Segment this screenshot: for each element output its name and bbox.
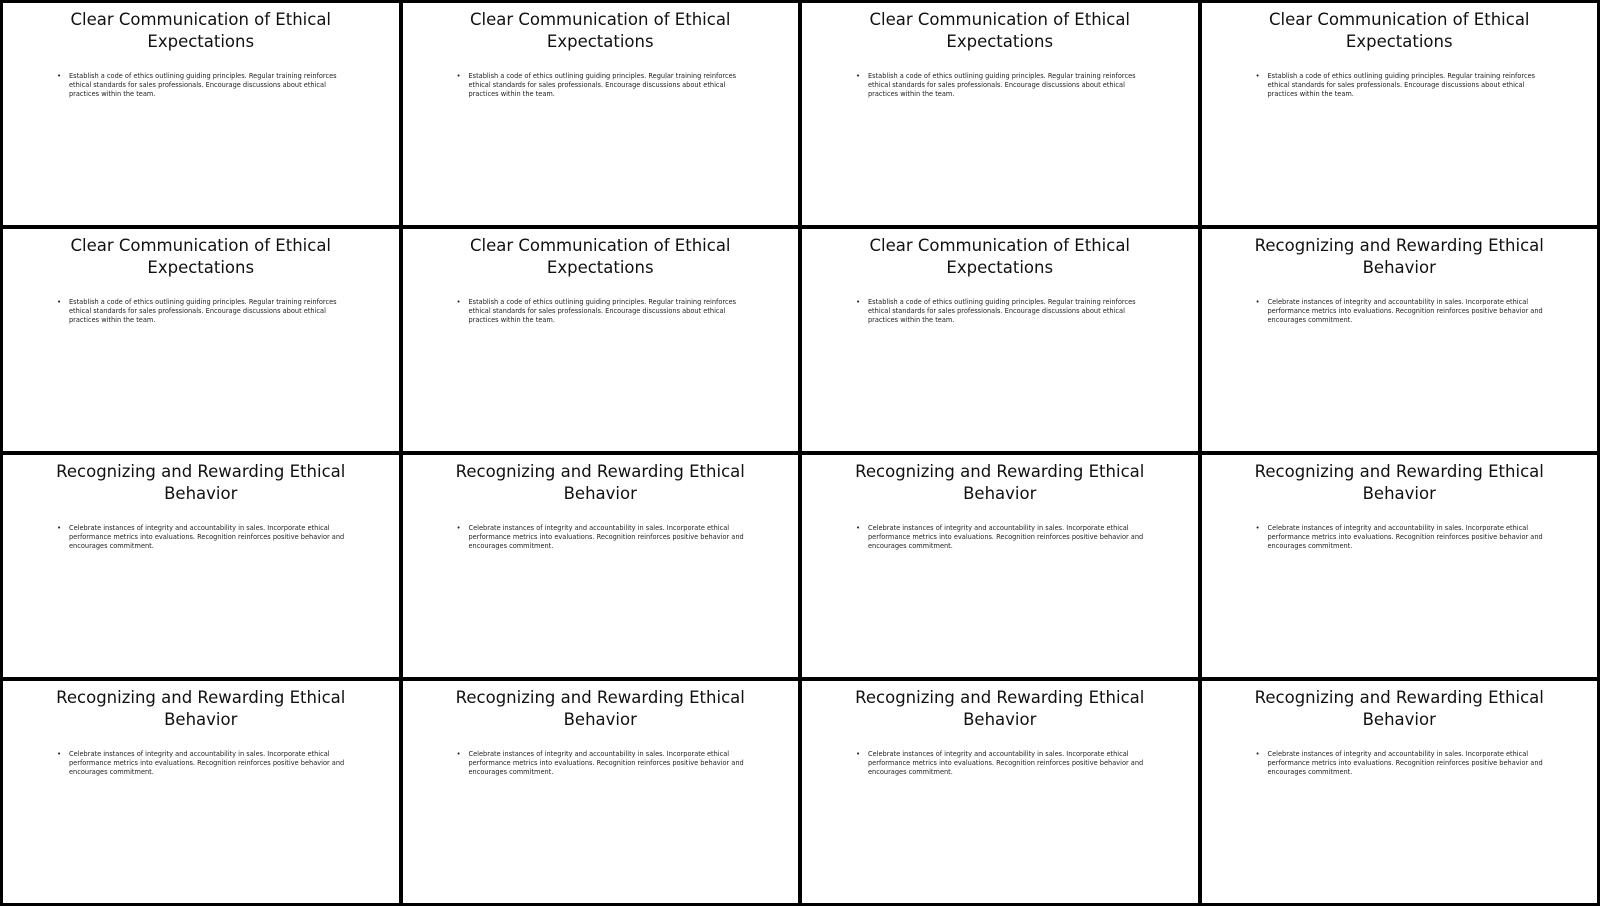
slide-title: Recognizing and Rewarding Ethical Behavior <box>455 688 745 729</box>
slide-title: Recognizing and Rewarding Ethical Behavior <box>56 462 346 503</box>
slide-bullet-text: Celebrate instances of integrity and accountability in sales. Incorporate ethical performance metrics into evaluations. Recognition reinforces positive behavior and encourages commitment. <box>868 750 1144 776</box>
slide-bullet-text: Celebrate instances of integrity and accountability in sales. Incorporate ethical performance metrics into evaluations. Recognition reinforces positive behavior and encourages commitment. <box>868 524 1144 550</box>
bullet-icon: • <box>456 72 461 80</box>
slide-bullet <box>57 524 353 551</box>
slide-title: Clear Communication of Ethical Expectations <box>469 10 731 51</box>
slide-bullet <box>856 750 1152 777</box>
slide-thumbnail[interactable] <box>403 455 799 677</box>
slide-bullet-list <box>456 298 753 325</box>
slide-bullet-text: Establish a code of ethics outlining guiding principles. Regular training reinforces ethical standards for sales professionals. Encourage discussions about ethical practices within the team. <box>69 298 337 324</box>
slide-thumbnail[interactable] <box>403 681 799 903</box>
bullet-icon: • <box>57 524 62 532</box>
slide-title: Recognizing and Rewarding Ethical Behavior <box>1254 236 1544 277</box>
slide-bullet-text: Establish a code of ethics outlining guiding principles. Regular training reinforces ethical standards for sales professionals. Encourage discussions about ethical practices within the team. <box>468 298 737 324</box>
slide-bullet-list <box>456 750 753 777</box>
bullet-icon: • <box>856 750 861 758</box>
slide-bullet-list <box>1255 750 1552 777</box>
slide-bullet-text: Celebrate instances of integrity and accountability in sales. Incorporate ethical performance metrics into evaluations. Recognition reinforces positive behavior and encourages commitment. <box>69 524 345 550</box>
bullet-icon: • <box>456 524 461 532</box>
slide-title: Recognizing and Rewarding Ethical Behavior <box>56 688 346 729</box>
slide-bullet-list <box>456 524 753 551</box>
slide-bullet-list <box>1255 524 1552 551</box>
slide-bullet <box>1255 298 1552 325</box>
slide-thumbnail[interactable] <box>1202 681 1598 903</box>
slide-thumbnail[interactable] <box>1202 229 1598 451</box>
slide-bullet-list <box>856 750 1152 777</box>
slide-title: Recognizing and Rewarding Ethical Behavior <box>855 462 1145 503</box>
slide-bullet-list <box>57 750 353 777</box>
slide-bullet-text: Celebrate instances of integrity and accountability in sales. Incorporate ethical performance metrics into evaluations. Recognition reinforces positive behavior and encourages commitment. <box>1267 524 1543 550</box>
slide-thumbnail[interactable] <box>1202 3 1598 225</box>
slide-bullet-list <box>856 298 1152 325</box>
slide-title: Recognizing and Rewarding Ethical Behavior <box>1254 462 1544 503</box>
slide-thumbnail[interactable] <box>403 229 799 451</box>
slide-thumbnail[interactable] <box>802 455 1198 677</box>
slide-bullet-text: Establish a code of ethics outlining guiding principles. Regular training reinforces ethical standards for sales professionals. Encourage discussions about ethical practices within the team. <box>868 72 1136 98</box>
slide-bullet-list <box>57 72 353 99</box>
slide-bullet <box>1255 750 1552 777</box>
bullet-icon: • <box>856 298 861 306</box>
slide-bullet <box>456 524 753 551</box>
slide-bullet <box>456 72 753 99</box>
bullet-icon: • <box>1255 298 1260 306</box>
slide-bullet-text: Establish a code of ethics outlining guiding principles. Regular training reinforces ethical standards for sales professionals. Encourage discussions about ethical practices within the team. <box>468 72 737 98</box>
slide-title: Recognizing and Rewarding Ethical Behavior <box>1254 688 1544 729</box>
slide-thumbnail[interactable] <box>403 3 799 225</box>
slide-title: Recognizing and Rewarding Ethical Behavior <box>855 688 1145 729</box>
bullet-icon: • <box>456 750 461 758</box>
slide-bullet-text: Establish a code of ethics outlining guiding principles. Regular training reinforces ethical standards for sales professionals. Encourage discussions about ethical practices within the team. <box>868 298 1136 324</box>
slide-bullet <box>57 298 353 325</box>
slide-bullet-text: Celebrate instances of integrity and accountability in sales. Incorporate ethical performance metrics into evaluations. Recognition reinforces positive behavior and encourages commitment. <box>468 524 744 550</box>
slide-bullet <box>456 298 753 325</box>
slide-thumbnail[interactable] <box>802 3 1198 225</box>
slide-bullet-text: Establish a code of ethics outlining guiding principles. Regular training reinforces ethical standards for sales professionals. Encourage discussions about ethical practices within the team. <box>1267 72 1536 98</box>
slide-bullet <box>856 72 1152 99</box>
slide-bullet-list <box>1255 298 1552 325</box>
slide-thumbnail[interactable] <box>3 229 399 451</box>
bullet-icon: • <box>57 750 62 758</box>
bullet-icon: • <box>856 72 861 80</box>
bullet-icon: • <box>1255 524 1260 532</box>
bullet-icon: • <box>57 298 62 306</box>
bullet-icon: • <box>1255 72 1260 80</box>
slide-bullet-list <box>57 524 353 551</box>
slide-title: Clear Communication of Ethical Expectations <box>70 236 332 277</box>
slide-bullet-list <box>456 72 753 99</box>
slide-title: Recognizing and Rewarding Ethical Behavior <box>455 462 745 503</box>
slide-bullet-text: Celebrate instances of integrity and accountability in sales. Incorporate ethical performance metrics into evaluations. Recognition reinforces positive behavior and encourages commitment. <box>1267 750 1543 776</box>
slide-bullet <box>856 524 1152 551</box>
bullet-icon: • <box>456 298 461 306</box>
slide-thumbnail[interactable] <box>3 455 399 677</box>
slide-bullet-list <box>856 72 1152 99</box>
slide-bullet-text: Celebrate instances of integrity and accountability in sales. Incorporate ethical performance metrics into evaluations. Recognition reinforces positive behavior and encourages commitment. <box>1267 298 1543 324</box>
slide-bullet <box>1255 524 1552 551</box>
slide-title: Clear Communication of Ethical Expectations <box>70 10 332 51</box>
slide-thumbnail[interactable] <box>3 3 399 225</box>
slide-title: Clear Communication of Ethical Expectations <box>869 10 1131 51</box>
slide-thumbnail[interactable] <box>802 229 1198 451</box>
slide-bullet <box>57 72 353 99</box>
bullet-icon: • <box>1255 750 1260 758</box>
slide-title: Clear Communication of Ethical Expectations <box>469 236 731 277</box>
slide-bullet <box>57 750 353 777</box>
slide-bullet-list <box>1255 72 1552 99</box>
slide-thumbnail[interactable] <box>802 681 1198 903</box>
slide-title: Clear Communication of Ethical Expectations <box>869 236 1131 277</box>
slide-thumbnail[interactable] <box>3 681 399 903</box>
bullet-icon: • <box>57 72 62 80</box>
slide-title: Clear Communication of Ethical Expectations <box>1268 10 1530 51</box>
slide-bullet-text: Celebrate instances of integrity and accountability in sales. Incorporate ethical performance metrics into evaluations. Recognition reinforces positive behavior and encourages commitment. <box>69 750 345 776</box>
slide-bullet <box>1255 72 1552 99</box>
slide-bullet-text: Establish a code of ethics outlining guiding principles. Regular training reinforces ethical standards for sales professionals. Encourage discussions about ethical practices within the team. <box>69 72 337 98</box>
slide-bullet <box>856 298 1152 325</box>
slide-bullet-list <box>57 298 353 325</box>
slide-bullet <box>456 750 753 777</box>
bullet-icon: • <box>856 524 861 532</box>
slide-bullet-text: Celebrate instances of integrity and accountability in sales. Incorporate ethical performance metrics into evaluations. Recognition reinforces positive behavior and encourages commitment. <box>468 750 744 776</box>
slide-thumbnail[interactable] <box>1202 455 1598 677</box>
slide-bullet-list <box>856 524 1152 551</box>
